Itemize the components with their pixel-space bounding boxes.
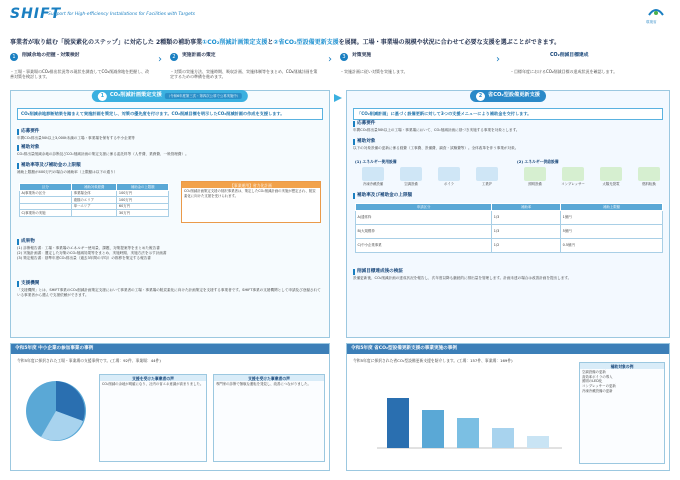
panel-title-pill: 2 省CO₂型設備更新支援 — [470, 90, 546, 102]
section-support-agency: 支援機関 「支援機関」とは、SHIFT事業のCO₂削減計画策定支援において事業者の工場・事業場の脱炭素化に向けた計画策定を支援する事業者です。SHIFT事業の支援機関として申請及び登録されている事業者から選んで支援依頼ができます。 — [17, 281, 323, 298]
arrow-right-icon — [332, 92, 344, 104]
bar-chart-icon — [367, 378, 567, 454]
table-row: A)事業所の区分 事業場全体 100万円 — [20, 190, 169, 197]
panel-intro: 「CO₂削減計画」に基づく設備更新に対して3つの支援メニューにより補助金を交付します。 — [353, 108, 663, 120]
case-study-equipment-panel: 令和5年度 省CO₂型設備更新支援の事業実施の事例 令和5年度に採択された省CO₂型設備更新支援を紹介します。(工場：157件、事業場：169件) 補助対象の例 空調設備の更新 高効率ボイラの導入 照明のLED化 コンプレッサーの更新 冷凍冷蔵設備の更新 — [346, 343, 670, 471]
section-subsidy-target: 補助対象 以下の対象設備の更新に係る経費（工事費、設備費、調査・試験費等）。全体改革を伴う事業が対象。 — [353, 139, 663, 151]
subsidy-rate-table: 申請区分 補助率 補助上限額 A)通常枠 1/3 1億円 B)大規模枠 1/3 5億円 C)中小企業事業 1/2 0.5億円 — [355, 203, 663, 253]
equipment-icon-boiler: ボイラ — [431, 167, 467, 187]
voice-box-1: 支援を受けた事業者の声 CO₂削減の余地が明確になり、社内の省エネ意識が高まりました。 — [99, 374, 207, 462]
equipment-icon-compressor: コンプレッサー — [555, 167, 591, 187]
section-rates: 補助率及び補助金の上限額 — [353, 193, 663, 200]
legend-item: 照明のLED化 — [582, 379, 603, 384]
steps-row — [10, 53, 670, 83]
equipment-icon-solar: 太陽光発電 — [593, 167, 629, 187]
panel-intro: CO₂削減余地診断結果を踏まえて実施計画を策定し、対策の優先度を付けます。CO₂削減目標を明示したCO₂削減計画の作成を支援します。 — [17, 108, 323, 120]
legend-item: 空調設備の更新 — [582, 370, 606, 375]
shift-logo: SHIFT — [10, 6, 62, 22]
section-verification: 削減目標達成後の検証 設備更新後、CO₂削減計画の達成状況を報告し、次年度以降も継続的に排出量を管理します。計画未達の場合は改善計画を提出します。 — [353, 269, 663, 281]
equipment-icon-aircon: 空調設備 — [393, 167, 429, 187]
arrow-right-icon: › — [158, 54, 162, 65]
case-study-plan-panel: 令和5年度 中小企業の参加事業の事例 令和5年度に採択された工場・事業場の支援事例です。(工場：92件、事業場：44件) 支援を受けた事業者の声 CO₂削減の余地が明確になり、社内の省エネ意識が高まりました。 支援を受けた事業者の声 専門家の診断で無駄な運転を発見し、改善につながりました。 — [10, 343, 330, 471]
legend-item: 冷凍冷蔵設備の更新 — [582, 388, 613, 393]
equipment-icon-furnace: 工業炉 — [469, 167, 505, 187]
table-row: C)中小企業事業 1/2 0.5億円 — [356, 238, 663, 252]
header-subtitle: Support for High-efficiency Installations for Facilities with Targets — [48, 12, 196, 17]
panel-title-pill: 1 CO₂削減計画策定支援 （令和6年度第三次・第四次公募で公募実施中） — [92, 90, 248, 102]
equipment-update-panel — [346, 90, 670, 338]
operation-box: 【事業運用】省力化計画 CO₂削減計画策定支援の採択事業者は、策定したCO₂削減計画の実施が想定され、脱炭素化に向けた支援を受けられます。 — [181, 181, 321, 223]
equipment-icon-refrigeration: 冷凍冷蔵設備 — [355, 167, 391, 187]
menu-energy-use-label: (1) エネルギー使用設備 — [355, 159, 397, 164]
step-4: CO₂削減目標達成 ・目標年度におけるCO₂削減目標の達成状況を確認します。 — [510, 53, 618, 74]
case-intro: 令和5年度に採択された省CO₂型設備更新支援を紹介します。(工場：157件、事業場：169件) — [353, 358, 513, 363]
arrow-right-icon: › — [496, 54, 500, 65]
menu-energy-supply-label: (2) エネルギー供給設備 — [517, 159, 559, 164]
equipment-icon-lighting: 照明設備 — [517, 167, 553, 187]
step-1: 1 削減余地の把握・対策検討 ・工場・事業場のCO₂排出状況等の現状を調査してCO₂削減余地を把握し、改善対策を検討します。 — [10, 53, 150, 80]
table-row: C)事業所の実施 30万円 — [20, 210, 169, 217]
arrow-right-icon: › — [328, 54, 332, 65]
pie-chart-icon — [21, 376, 91, 446]
table-row: 単一エリア 60万円 — [20, 203, 169, 210]
step-2: 2 実施計画の策定 ・対策の実施方法、実施時期、吸収計画、実施体制等をまとめ、CO₂削減計画を策定するための準備を進めます。 — [170, 53, 318, 80]
equipment-icon-fuel: 燃料転換 — [631, 167, 667, 187]
section-requirements: 応募要件 年間CO₂排出量50t以上の工場・事業場において、CO₂削減計画に基づき実施する事業を対象とします。 — [353, 121, 663, 133]
legend-item: コンプレッサーの更新 — [582, 383, 616, 388]
voice-box-2: 支援を受けた事業者の声 専門家の診断で無駄な運転を発見し、改善につながりました。 — [213, 374, 325, 462]
step-3: 3 対策実施 ・実施計画に従い対策を実施します。 — [340, 53, 408, 74]
co2-plan-support-panel — [10, 90, 330, 338]
subsidy-limit-table: 区分 補助対象経費 補助金の上限額 A)事業所の区分 事業場全体 100万円 複数のエリア 100万円 単一エリア 60万円 C)事業所の実施 30万円 — [19, 183, 169, 217]
table-row: B)大規模枠 1/3 5億円 — [356, 224, 663, 238]
ministry-logo-icon — [647, 5, 665, 19]
section-rates: 補助率等及び補助金の上限額 補助上限額が400万円の場合の補助率（上限額は以下の通り） — [17, 163, 323, 175]
section-deliverables: 成果物 (1) 診断報告書：工場・事業場のエネルギー使用量、課題、対策提案等をまとめた報告書 (2) 実施計画書：選定した対策のCO₂削減効果等をまとめ、実施時期、実施方法を示す計画書 (3) 策定報告書：基準年度CO₂排出量（過去3年間の平均）の推移を策定する報告書 — [17, 239, 323, 261]
ministry-label: 環境省 — [646, 20, 657, 24]
case-intro: 令和5年度に採択された工場・事業場の支援事例です。(工場：92件、事業場：44件) — [17, 358, 161, 363]
section-requirements: 応募要件 年間CO₂排出量50t以上3,000t未満の工場・事業場を保有する中小企業等 — [17, 129, 323, 141]
legend-item: 高効率ボイラの導入 — [582, 374, 613, 379]
table-row: A)通常枠 1/3 1億円 — [356, 210, 663, 224]
section-subsidy-target: 補助対象 CO₂排出量削減余地の診断及びCO₂削減計画の策定支援に係る委託料等（人件費、業務費、一般管理費）。 — [17, 145, 323, 157]
legend-box: 補助対象の例 空調設備の更新 高効率ボイラの導入 照明のLED化 コンプレッサーの更新 冷凍冷蔵設備の更新 — [579, 362, 665, 464]
table-row: 複数のエリア 100万円 — [20, 197, 169, 204]
lead-text: 事業者が取り組む「脱炭素化のステップ」に対応した 2種類の補助事業①CO₂削減計画策定支援と②省CO₂型設備更新支援を展開。工場・事業場の規模や状況に合わせて必要な支援を選ぶことができます。 — [10, 39, 561, 46]
